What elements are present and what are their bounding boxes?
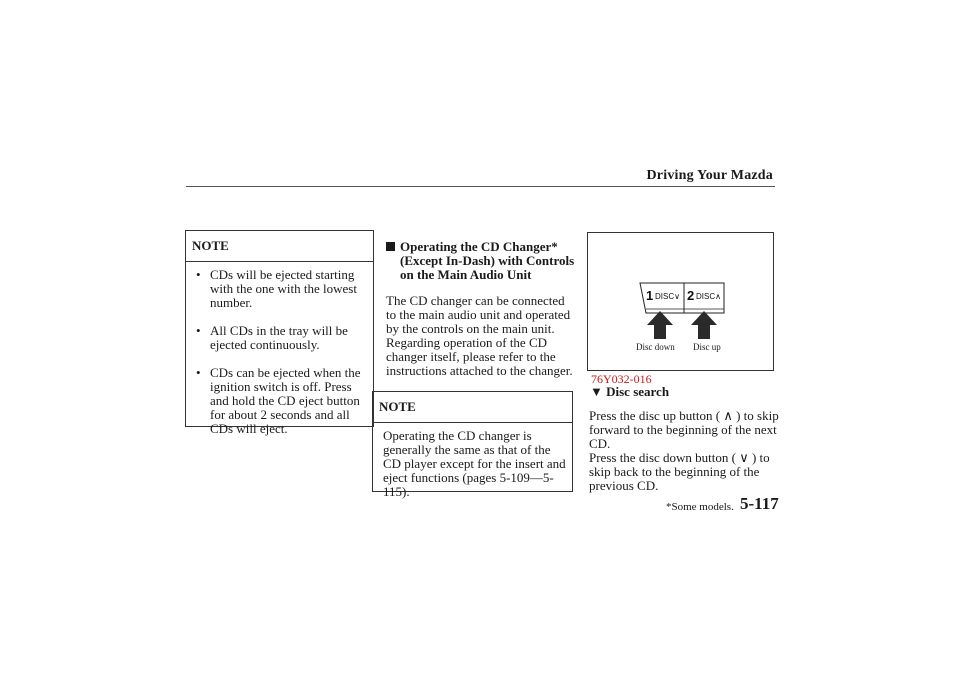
section-heading-text: Operating the CD Changer* (Except In-Dash) with Controls on the Main Audio Unit [400, 239, 575, 282]
note-box-eject [185, 230, 374, 436]
button2-label: DISC∧ [696, 292, 721, 301]
page-header-title: Driving Your Mazda [646, 168, 773, 183]
note-heading: NOTE [373, 392, 572, 423]
button1-label: DISC∨ [655, 292, 680, 301]
disc-up-arrow-icon [691, 311, 717, 339]
section-heading [386, 240, 576, 282]
figure-code: 76Y032-016 [591, 372, 652, 386]
page-number: 5-117 [740, 494, 779, 513]
button2-number: 2 [687, 288, 695, 303]
disc-up-label: Disc up [693, 342, 721, 352]
header-rule [186, 186, 775, 187]
disc-buttons-illustration [588, 233, 773, 370]
note-item: • CDs will be ejected starting with the one with the lowest number. [196, 268, 369, 310]
disc-down-label: Disc down [636, 342, 675, 352]
cd-changer-section [386, 240, 576, 378]
note-item: • All CDs in the tray will be ejected continuously. [196, 324, 369, 352]
disc-search-heading: ▼ Disc search [590, 384, 670, 399]
disc-down-arrow-icon [647, 311, 673, 339]
note-body: Operating the CD changer is generally the same as that of the CD player except for the insert and eject functions (pages 5-109—5-115). [383, 428, 566, 499]
note-item: • CDs can be ejected when the ignition switch is off. Press and hold the CD eject button for about 2 seconds and all CDs will eject. [196, 366, 369, 436]
note-list [186, 262, 373, 436]
note-heading: NOTE [186, 231, 373, 262]
button1-number: 1 [646, 288, 654, 303]
disc-search-text [589, 409, 779, 493]
disc-buttons-figure [587, 232, 774, 371]
section-body: The CD changer can be connected to the main audio unit and operated by the controls on the main unit. Regarding operation of the CD changer itself, please refer to the instructions attached to the changer. [386, 293, 573, 378]
footnote: *Some models. [666, 501, 734, 513]
note-box-changer [372, 391, 573, 499]
disc-up-instruction: Press the disc up button ( ∧ ) to skip forward to the beginning of the next CD. [589, 408, 779, 451]
square-bullet-icon [386, 242, 395, 251]
disc-down-instruction: Press the disc down button ( ∨ ) to skip back to the beginning of the previous CD. [589, 450, 770, 493]
